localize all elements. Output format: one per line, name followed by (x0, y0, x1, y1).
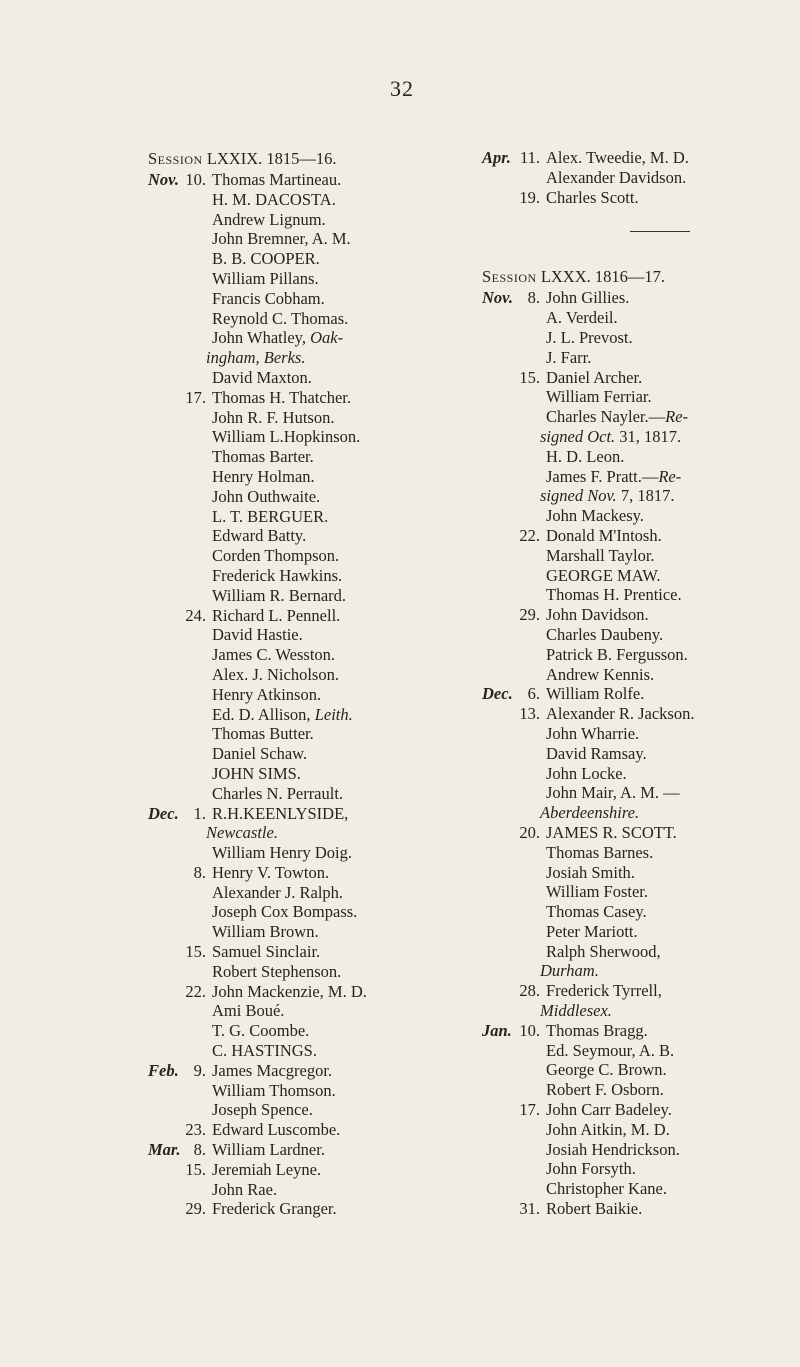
member-name: Thomas Barter. (212, 447, 314, 467)
member-name: Newcastle. (206, 823, 278, 843)
member-name: William L.Hopkinson. (212, 427, 361, 447)
list-item (482, 546, 800, 566)
list-item (482, 902, 800, 922)
member-name: John Davidson. (546, 605, 649, 625)
member-name: Marshall Taylor. (546, 545, 655, 565)
list-item (148, 902, 488, 922)
member-name: Daniel Archer. (546, 367, 643, 387)
member-name: Thomas Martineau. (212, 170, 342, 189)
list-item (148, 982, 488, 1002)
member-name: David Ramsay. (546, 743, 647, 763)
member-name: David Hastie. (212, 625, 303, 645)
list-item (148, 1001, 488, 1021)
list-item (482, 1159, 800, 1179)
member-name: Patrick B. Fergusson. (546, 644, 688, 664)
member-name: Middlesex. (540, 1001, 612, 1021)
member-name: John R. F. Hutson. (212, 407, 335, 427)
month-label: Nov. (482, 288, 514, 308)
day-label: 15. (185, 1159, 206, 1179)
member-name: Robert F. Osborn. (546, 1080, 664, 1100)
member-name: Alexander Davidson. (546, 167, 687, 187)
member-name: John Whatley, Oak- (212, 328, 344, 348)
list-item (148, 1180, 488, 1200)
member-name: Alexander J. Ralph. (212, 882, 344, 902)
day-label: 20. (519, 822, 540, 842)
member-name: Joseph Cox Bompass. (212, 902, 358, 922)
month-label: Mar. (148, 1140, 181, 1160)
day-label: 17. (519, 1100, 540, 1120)
list-item (148, 467, 488, 487)
member-name: George C. Brown. (546, 1060, 667, 1080)
list-item (482, 823, 800, 843)
member-name: Ralph Sherwood, (546, 941, 661, 961)
member-list-left (148, 170, 488, 1219)
member-name: Frederick Granger. (212, 1199, 337, 1219)
list-item (148, 487, 488, 507)
member-name: Josiah Smith. (546, 862, 635, 882)
day-label: 19. (519, 187, 540, 207)
list-item (148, 645, 488, 665)
day-label: 15. (519, 367, 540, 387)
member-name: Josiah Hendrickson. (546, 1139, 680, 1159)
list-item (148, 229, 488, 249)
day-label: 11. (519, 148, 540, 167)
list-item (148, 606, 488, 626)
member-name: Aberdeenshire. (540, 803, 640, 823)
list-item (148, 784, 488, 804)
member-name: R.H.KEENLYSIDE, (212, 803, 349, 823)
month-label: Nov. (148, 170, 180, 189)
member-name: Andrew Lignum. (212, 209, 326, 229)
list-item (148, 210, 488, 230)
list-item (148, 883, 488, 903)
list-item (482, 427, 800, 447)
member-name: Daniel Schaw. (212, 744, 308, 764)
list-item (148, 586, 488, 606)
member-name: Thomas H. Thatcher. (212, 387, 351, 407)
list-item (482, 328, 800, 348)
list-item (482, 724, 800, 744)
member-name: David Maxton. (212, 367, 312, 387)
member-name: Richard L. Pennell. (212, 605, 341, 625)
member-name: James Macgregor. (212, 1060, 333, 1080)
member-name: John Mair, A. M. — (546, 783, 680, 803)
member-list-right (482, 288, 800, 1218)
day-label: 6. (527, 684, 540, 704)
member-name: Robert Stephenson. (212, 961, 342, 981)
list-item (148, 408, 488, 428)
session-header-lxxix (148, 148, 488, 170)
list-item (148, 724, 488, 744)
member-name: James F. Pratt.—Re- (546, 466, 682, 486)
day-label: 13. (519, 704, 540, 724)
day-label: 10. (519, 1020, 540, 1040)
list-item (148, 843, 488, 863)
member-name: William Henry Doig. (212, 843, 353, 863)
member-name: Charles Scott. (546, 187, 639, 207)
session-title: LXXX. 1816—17. (540, 267, 666, 287)
list-item (148, 170, 488, 190)
member-name: Thomas Butter. (212, 724, 314, 744)
list-item (148, 190, 488, 210)
list-item (482, 922, 800, 942)
member-name: Thomas Barnes. (546, 842, 654, 862)
list-item (148, 685, 488, 705)
list-item (482, 1080, 800, 1100)
member-name: Thomas Bragg. (546, 1020, 648, 1040)
list-item (148, 1199, 488, 1219)
list-item (482, 1021, 800, 1041)
member-name: Joseph Spence. (212, 1100, 313, 1120)
list-item (482, 1041, 800, 1061)
list-item (148, 823, 488, 843)
list-item (148, 665, 488, 685)
member-name: William Lardner. (212, 1140, 325, 1160)
list-item (482, 447, 800, 467)
session-title: LXXIX. 1815—16. (206, 149, 337, 168)
member-name: Robert Baikie. (546, 1199, 643, 1219)
member-name: William Pillans. (212, 268, 319, 288)
list-item (482, 1001, 800, 1021)
list-item (482, 506, 800, 526)
section-divider (630, 231, 690, 232)
member-name: Frederick Hawkins. (212, 565, 343, 585)
list-item (148, 1061, 488, 1081)
list-item (148, 368, 488, 388)
member-name: GEORGE MAW. (546, 565, 661, 585)
member-name: John Rae. (212, 1179, 278, 1199)
member-name: John Forsyth. (546, 1159, 636, 1179)
day-label: 24. (185, 605, 206, 625)
member-name: L. T. BERGUER. (212, 506, 329, 526)
list-item (148, 427, 488, 447)
member-name: T. G. Coombe. (212, 1021, 310, 1041)
list-item (482, 783, 800, 803)
member-name: Henry V. Towton. (212, 862, 330, 882)
member-list-right-top (482, 148, 800, 207)
list-item (148, 289, 488, 309)
list-item (482, 843, 800, 863)
member-name: John Carr Badeley. (546, 1100, 672, 1120)
member-name: William Rolfe. (546, 684, 645, 704)
member-name: William R. Bernard. (212, 585, 347, 605)
month-label: Apr. (482, 148, 511, 167)
day-label: 29. (185, 1199, 206, 1219)
member-name: C. HASTINGS. (212, 1041, 317, 1061)
day-label: 31. (519, 1199, 540, 1219)
list-item (482, 1199, 800, 1219)
list-item (482, 764, 800, 784)
list-item (148, 546, 488, 566)
list-item (148, 507, 488, 527)
member-name: Reynold C. Thomas. (212, 308, 349, 328)
list-item (148, 309, 488, 329)
list-item (482, 368, 800, 388)
list-item (482, 168, 800, 188)
list-item (482, 863, 800, 883)
session-word: Session (482, 267, 537, 287)
list-item (482, 942, 800, 962)
list-item (482, 684, 800, 704)
list-item (148, 863, 488, 883)
list-item (482, 585, 800, 605)
month-label: Feb. (148, 1060, 179, 1080)
list-item (482, 1140, 800, 1160)
list-item (482, 625, 800, 645)
list-item (148, 269, 488, 289)
list-item (148, 447, 488, 467)
member-name: Samuel Sinclair. (212, 942, 321, 962)
list-item (482, 981, 800, 1001)
day-label: 10. (185, 170, 206, 189)
list-item (482, 961, 800, 981)
list-item (482, 704, 800, 724)
member-name: Donald M'Intosh. (546, 525, 662, 545)
member-name: J. Farr. (546, 347, 592, 367)
list-item (148, 705, 488, 725)
day-label: 29. (519, 605, 540, 625)
member-name: Frederick Tyrrell, (546, 981, 662, 1001)
member-name: Thomas Casey. (546, 902, 647, 922)
member-name: ingham, Berks. (206, 348, 306, 368)
list-item (148, 526, 488, 546)
list-item (482, 744, 800, 764)
member-name: Ed. Seymour, A. B. (546, 1040, 675, 1060)
list-item (148, 348, 488, 368)
session-word: Session (148, 149, 203, 168)
member-name: John Aitkin, M. D. (546, 1119, 670, 1139)
list-item (482, 308, 800, 328)
member-name: Corden Thompson. (212, 546, 340, 566)
day-label: 23. (185, 1120, 206, 1140)
member-name: John Mackenzie, M. D. (212, 981, 367, 1001)
member-name: John Gillies. (546, 288, 630, 308)
member-name: Alexander R. Jackson. (546, 704, 695, 724)
list-item (482, 605, 800, 625)
page-number: 32 (390, 76, 414, 101)
list-item (482, 387, 800, 407)
list-item (148, 1041, 488, 1061)
list-item (148, 1160, 488, 1180)
list-item (482, 882, 800, 902)
member-name: B. B. COOPER. (212, 249, 320, 269)
day-label: 22. (519, 525, 540, 545)
member-name: Charles N. Perrault. (212, 783, 344, 803)
day-label: 15. (185, 942, 206, 962)
member-name: William Foster. (546, 882, 648, 902)
day-label: 8. (527, 288, 540, 308)
member-name: Alex. Tweedie, M. D. (546, 148, 689, 167)
list-item (148, 1120, 488, 1140)
member-name: Ami Boué. (212, 1001, 285, 1021)
member-name: William Ferriar. (546, 387, 652, 407)
member-name: Peter Mariott. (546, 921, 638, 941)
list-item (482, 566, 800, 586)
left-column (148, 148, 488, 1219)
member-name: H. M. DACOSTA. (212, 189, 336, 209)
list-item (148, 1100, 488, 1120)
list-item (148, 328, 488, 348)
list-item (482, 1100, 800, 1120)
member-name: Andrew Kennis. (546, 664, 655, 684)
list-item (148, 1021, 488, 1041)
member-name: John Wharrie. (546, 723, 640, 743)
member-name: John Mackesy. (546, 506, 644, 526)
list-item (482, 665, 800, 685)
month-label: Dec. (148, 803, 179, 823)
day-label: 8. (193, 862, 206, 882)
right-column (482, 148, 800, 1219)
member-name: James C. Wesston. (212, 645, 336, 665)
month-label: Dec. (482, 684, 513, 704)
list-item (482, 148, 800, 168)
member-name: William Brown. (212, 922, 319, 942)
member-name: JOHN SIMS. (212, 763, 301, 783)
member-name: John Locke. (546, 763, 627, 783)
member-name: John Bremner, A. M. (212, 229, 351, 249)
list-item (148, 962, 488, 982)
list-item (482, 188, 800, 208)
list-item (482, 288, 800, 308)
list-item (482, 1060, 800, 1080)
list-item (148, 1081, 488, 1101)
list-item (148, 566, 488, 586)
member-name: signed Oct. 31, 1817. (540, 426, 682, 446)
list-item (148, 388, 488, 408)
member-name: Charles Daubeny. (546, 624, 664, 644)
day-label: 1. (193, 803, 206, 823)
member-name: Jeremiah Leyne. (212, 1159, 322, 1179)
day-label: 9. (193, 1060, 206, 1080)
list-item (148, 744, 488, 764)
day-label: 17. (185, 387, 206, 407)
member-name: J. L. Prevost. (546, 327, 633, 347)
member-name: Thomas H. Prentice. (546, 585, 682, 605)
list-item (482, 803, 800, 823)
member-name: Edward Luscombe. (212, 1120, 341, 1140)
list-item (148, 804, 488, 824)
member-name: William Thomson. (212, 1080, 336, 1100)
member-name: A. Verdeil. (546, 308, 618, 328)
member-name: H. D. Leon. (546, 446, 625, 466)
list-item (482, 1120, 800, 1140)
member-name: Christopher Kane. (546, 1179, 667, 1199)
member-name: Ed. D. Allison, Leith. (212, 704, 353, 724)
list-item (482, 407, 800, 427)
member-name: Alex. J. Nicholson. (212, 664, 339, 684)
member-name: John Outhwaite. (212, 486, 321, 506)
list-item (482, 467, 800, 487)
month-label: Jan. (482, 1020, 512, 1040)
day-label: 8. (193, 1140, 206, 1160)
member-name: Francis Cobham. (212, 288, 325, 308)
session-header-lxxx (482, 266, 800, 288)
member-name: JAMES R. SCOTT. (546, 822, 677, 842)
list-item (148, 922, 488, 942)
list-item (148, 764, 488, 784)
list-item (482, 526, 800, 546)
member-name: Henry Atkinson. (212, 684, 322, 704)
list-item (482, 348, 800, 368)
day-label: 28. (519, 981, 540, 1001)
list-item (148, 249, 488, 269)
member-name: Charles Nayler.—Re- (546, 407, 689, 427)
list-item (148, 942, 488, 962)
list-item (482, 486, 800, 506)
list-item (482, 645, 800, 665)
day-label: 22. (185, 981, 206, 1001)
member-name: Edward Batty. (212, 526, 307, 546)
list-item (482, 1179, 800, 1199)
member-name: signed Nov. 7, 1817. (540, 486, 675, 506)
list-item (148, 625, 488, 645)
member-name: Henry Holman. (212, 466, 315, 486)
member-name: Durham. (540, 961, 599, 981)
list-item (148, 1140, 488, 1160)
